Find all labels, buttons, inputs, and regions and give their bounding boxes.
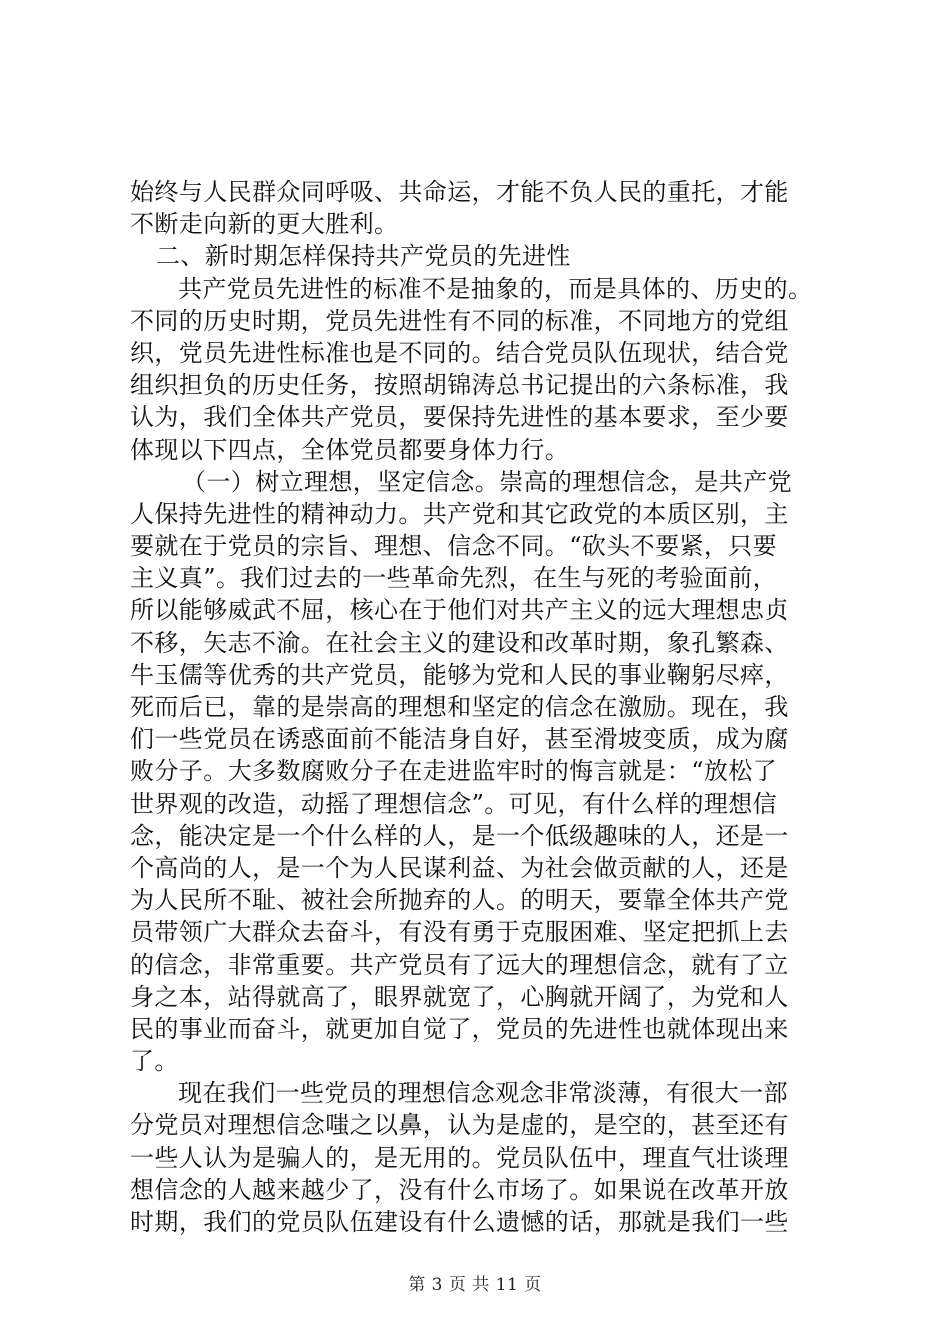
- text-line: 死而后已，靠的是崇高的理想和坚定的信念在激励。现在，我: [130, 693, 789, 721]
- paragraph-start: 共产党员先进性的标准不是抽象的，而是具体的、历史的。: [178, 274, 813, 303]
- text-line: 人保持先进性的精神动力。共产党和其它政党的本质区别，主: [130, 499, 789, 528]
- text-line: 织，党员先进性标准也是不同的。结合党员队伍现状，结合党: [130, 338, 789, 367]
- text-line: 个高尚的人，是一个为人民谋利益、为社会做贡献的人，还是: [130, 853, 789, 882]
- text-line: 们一些党员在诱惑面前不能洁身自好，甚至滑坡变质，成为腐: [130, 725, 789, 754]
- text-line: 不移，矢志不渝。在社会主义的建设和改革时期，象孔繁森、: [130, 628, 789, 657]
- text-line: 分党员对理想信念嗤之以鼻，认为是虚的，是空的，甚至还有: [130, 1111, 789, 1140]
- text-line: 主义真”。我们过去的一些革命先烈，在生与死的考验面前，: [130, 564, 778, 593]
- text-line: 为人民所不耻、被社会所抛弃的人。的明天，要靠全体共产党: [130, 886, 789, 915]
- text-line: 世界观的改造，动摇了理想信念”。可见，有什么样的理想信: [130, 789, 778, 818]
- text-line: 身之本，站得就高了，眼界就宽了，心胸就开阔了，为党和人: [130, 982, 789, 1011]
- text-line: 不同的历史时期，党员先进性有不同的标准，不同地方的党组: [130, 306, 789, 335]
- text-line: 念，能决定是一个什么样的人，是一个低级趣味的人，还是一: [130, 821, 789, 850]
- text-line: 组织担负的历史任务，按照胡锦涛总书记提出的六条标准，我: [130, 371, 789, 400]
- section-heading: 二、新时期怎样保持共产党员的先进性: [156, 242, 571, 271]
- text-line: 的信念，非常重要。共产党员有了远大的理想信念，就有了立: [130, 950, 789, 979]
- text-line: 牛玉儒等优秀的共产党员，能够为党和人民的事业鞠躬尽瘁，: [130, 660, 789, 689]
- text-line: 一些人认为是骗人的，是无用的。党员队伍中，理直气壮谈理: [130, 1143, 789, 1172]
- paragraph-start: 现在我们一些党员的理想信念观念非常淡薄，有很大一部: [178, 1079, 788, 1108]
- text-line: 认为，我们全体共产党员，要保持先进性的基本要求，至少要: [130, 403, 789, 432]
- text-line: 所以能够威武不屈，核心在于他们对共产主义的远大理想忠贞: [130, 596, 789, 625]
- page-number-footer: 第 3 页 共 11 页: [408, 1275, 542, 1295]
- text-line: 体现以下四点，全体党员都要身体力行。: [130, 435, 570, 464]
- text-line: 时期，我们的党员队伍建设有什么遗憾的话，那就是我们一些: [130, 1208, 789, 1236]
- text-line: 员带领广大群众去奋斗，有没有勇于克服困难、坚定把抓上去: [130, 918, 789, 947]
- subsection-start: （一）树立理想，坚定信念。崇高的理想信念，是共产党: [182, 467, 792, 496]
- text-line: 不断走向新的更大胜利。: [130, 210, 399, 239]
- text-line: 想信念的人越来越少了，没有什么市场了。如果说在改革开放: [130, 1175, 789, 1204]
- text-line: 始终与人民群众同呼吸、共命运，才能不负人民的重托，才能: [130, 178, 789, 206]
- text-line: 要就在于党员的宗旨、理想、信念不同。“砍头不要紧，只要: [130, 532, 778, 561]
- text-line: 民的事业而奋斗，就更加自觉了，党员的先进性也就体现出来: [130, 1014, 789, 1043]
- text-line: 了。: [130, 1047, 179, 1076]
- document-body: [130, 176, 830, 1238]
- text-line: 败分子。大多数腐败分子在走进监牢时的悔言就是：“放松了: [130, 757, 778, 786]
